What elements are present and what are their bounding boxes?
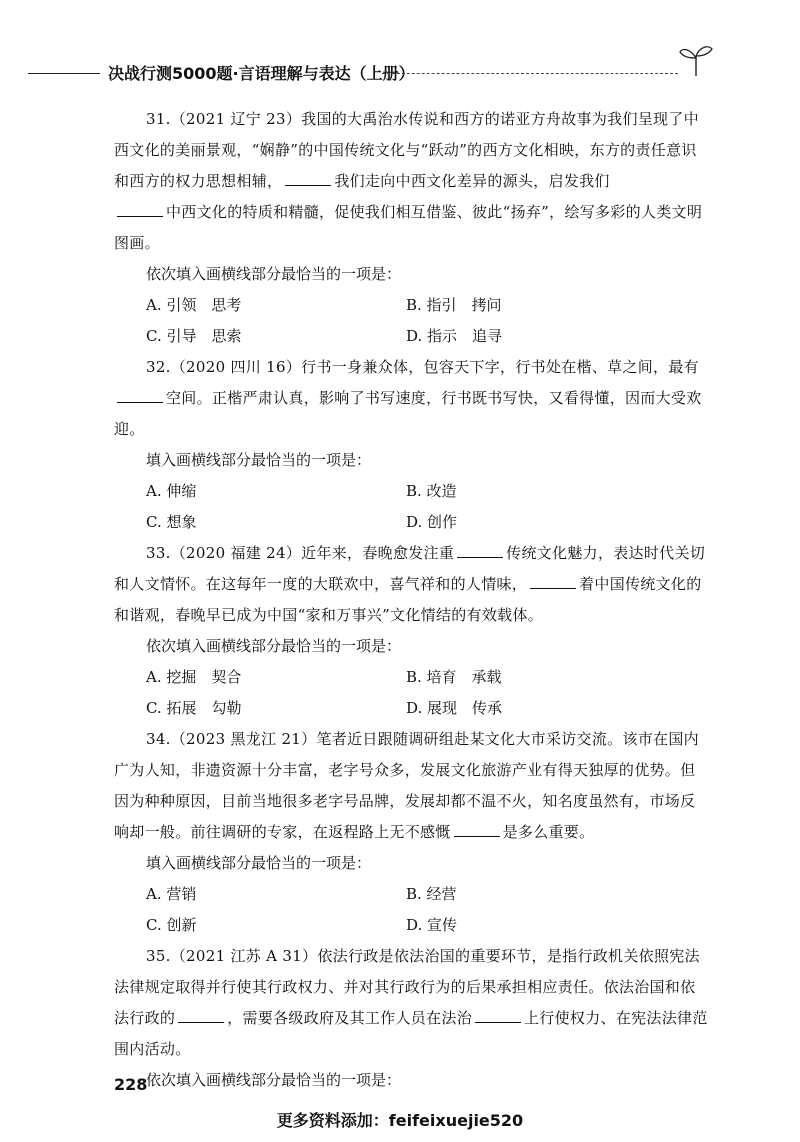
option-b: B. 经营 [406,885,457,903]
option-c: C. 创新 [146,916,197,934]
answer-blank [117,201,163,217]
option-a: A. 引领 思考 [146,296,242,314]
option-d: D. 展现 传承 [406,699,503,717]
question-33-prompt: 依次填入画横线部分最恰当的一项是： [146,637,402,655]
question-32-prompt: 填入画横线部分最恰当的一项是： [146,451,372,469]
question-35-stem: 35.（2021 江苏 A 31）依法行政是依法治国的重要环节，是指行政机关依照宪法法律规定取得并行使其行政权力、并对其行政行为的后果承担相应责任。依法治国和依法行政的 ，需要各级政府及其工作人员在法治 上行使权力、在宪法法律范围内活动。 [114,947,708,1058]
answer-blank [117,387,163,403]
answer-blank [178,1007,224,1023]
question-34-options [114,879,710,941]
header-rule-left [28,73,100,74]
option-c: C. 想象 [146,513,197,531]
option-a: A. 伸缩 [146,482,197,500]
option-b: B. 培育 承载 [406,668,502,686]
page-number: 228 [114,1075,148,1094]
option-a: A. 营销 [146,885,197,903]
option-c: C. 引导 思索 [146,327,242,345]
answer-blank [530,573,576,589]
option-d: D. 宣传 [406,916,458,934]
option-c: C. 拓展 勾勒 [146,699,242,717]
question-32-options [114,476,710,538]
footer-note: 更多资料添加：feifeixuejie520 [276,1111,524,1130]
answer-blank [457,542,503,558]
question-34-stem: 34.（2023 黑龙江 21）笔者近日跟随调研组赴某文化大市采访交流。该市在国内广为人知，非遗资源十分丰富，老字号众多，发展文化旅游产业有得天独厚的优势。但因为种种原因，目前当地很多老字号品牌，发展却都不温不火，知名度虽然有，市场反响却一般。前往调研的专家，在返程路上无不感慨 是多么重要。 [114,730,699,841]
question-31-stem: 31.（2021 辽宁 23）我国的大禹治水传说和西方的诺亚方舟故事为我们呈现了中西文化的美丽景观，“娴静”的中国传统文化与“跃动”的西方文化相映，东方的责任意识和西方的权力思想相辅， 我们走向中西文化差异的源头，启发我们 中西文化的特质和精髓，促使我们相互借鉴、彼此“扬弃”，绘写多彩的人类文明图画。 [114,110,703,252]
question-33-options [114,662,710,724]
option-d: D. 指示 追寻 [406,327,503,345]
sprout-icon [676,42,716,78]
question-31-options [114,290,710,352]
option-d: D. 创作 [406,513,458,531]
header-rule-right [382,73,678,74]
answer-blank [475,1007,521,1023]
question-33-stem: 33.（2020 福建 24）近年来，春晚愈发注重 传统文化魅力，表达时代关切和人文情怀。在这每年一度的大联欢中，喜气祥和的人情味， 着中国传统文化的和谐观，春晚早已成为中国“家和万事兴”文化情结的有效载体。 [114,544,706,624]
option-b: B. 指引 拷问 [406,296,502,314]
option-b: B. 改造 [406,482,457,500]
question-31-prompt: 依次填入画横线部分最恰当的一项是： [146,265,402,283]
option-a: A. 挖掘 契合 [146,668,242,686]
book-title: 决战行测5000题·言语理解与表达（上册） [108,64,415,83]
page-body [114,104,710,1096]
answer-blank [285,170,331,186]
question-34-prompt: 填入画横线部分最恰当的一项是： [146,854,372,872]
answer-blank [454,821,500,837]
question-32-stem: 32.（2020 四川 16）行书一身兼众体，包容天下字，行书处在楷、草之间，最有 空间。正楷严肃认真，影响了书写速度，行书既书写快，又看得懂，因而大受欢迎。 [114,358,702,438]
question-35-prompt: 依次填入画横线部分最恰当的一项是： [146,1071,402,1089]
running-header [0,58,800,88]
